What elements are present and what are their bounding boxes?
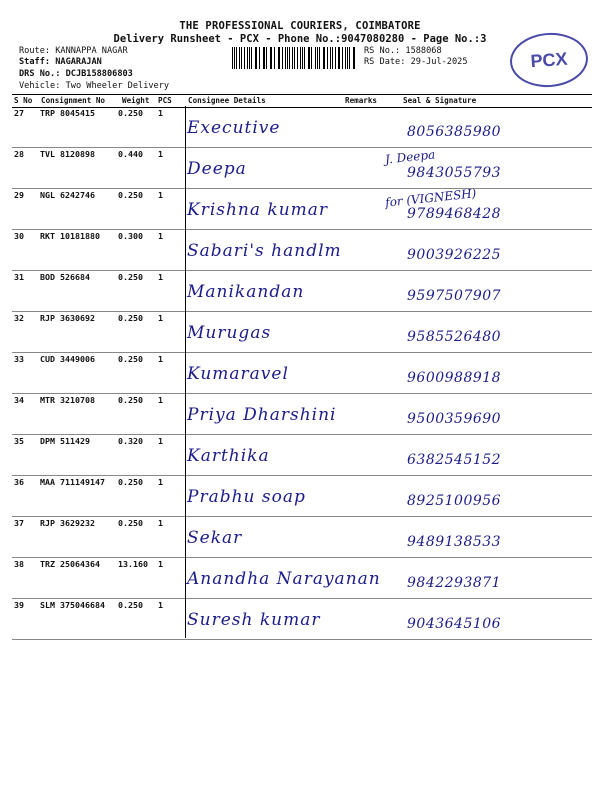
barcode-bar — [323, 47, 324, 69]
row-weight: 0.320 — [118, 436, 143, 446]
barcode-bar — [251, 47, 252, 69]
row-pcs: 1 — [158, 354, 163, 364]
barcode-bar — [241, 47, 242, 69]
table-row — [12, 147, 592, 189]
rs-date-value: 29-Jul-2025 — [410, 57, 468, 67]
row-consignment: RKT 10181880 — [40, 231, 100, 241]
handwritten-consignee: Sekar — [187, 528, 243, 548]
barcode-bar — [311, 47, 312, 69]
rs-no-value: 1588068 — [405, 46, 442, 56]
handwritten-consignee: Anandha Narayanan — [187, 569, 381, 589]
row-pcs: 1 — [158, 477, 163, 487]
handwritten-phone: 9489138533 — [407, 534, 502, 550]
column-divider — [185, 106, 186, 638]
rs-no-label: RS No.: — [364, 46, 401, 56]
rs-date-line — [364, 57, 468, 67]
table-row — [12, 352, 592, 394]
row-sno: 28 — [14, 149, 24, 159]
row-consignment: MAA 711149147 — [40, 477, 105, 487]
col-consignment: Consignment No — [41, 96, 106, 105]
barcode-bar — [274, 47, 275, 69]
row-pcs: 1 — [158, 272, 163, 282]
row-consignment: MTR 3210708 — [40, 395, 95, 405]
barcode-bar — [279, 47, 280, 69]
barcode-bar — [304, 47, 305, 69]
row-pcs: 1 — [158, 518, 163, 528]
row-sno: 32 — [14, 313, 24, 323]
barcode-bar — [256, 47, 257, 69]
row-weight: 0.300 — [118, 231, 143, 241]
handwritten-phone: 8056385980 — [407, 124, 502, 140]
row-consignment: RJP 3630692 — [40, 313, 95, 323]
row-consignment: BOD 526684 — [40, 272, 90, 282]
barcode-bar — [297, 47, 298, 69]
barcode-bar — [259, 47, 260, 69]
table-row — [12, 270, 592, 312]
vehicle-value: Two Wheeler Delivery — [65, 81, 170, 91]
row-weight: 0.250 — [118, 313, 143, 323]
handwritten-signature: J. Deepa — [384, 147, 436, 167]
row-weight: 0.250 — [118, 354, 143, 364]
col-pcs: PCS — [158, 96, 172, 105]
handwritten-phone: 9842293871 — [407, 575, 502, 591]
handwritten-consignee: Krishna kumar — [187, 200, 329, 220]
pcx-stamp: PCX — [508, 30, 590, 89]
row-consignment: CUD 3449006 — [40, 354, 95, 364]
table-row — [12, 475, 592, 517]
row-sno: 37 — [14, 518, 24, 528]
handwritten-consignee: Karthika — [187, 446, 270, 466]
page-title: THE PROFESSIONAL COURIERS, COIMBATORE — [179, 20, 421, 32]
handwritten-phone: 6382545152 — [407, 452, 502, 468]
barcode-bar — [332, 47, 333, 69]
row-weight: 0.250 — [118, 600, 143, 610]
handwritten-consignee: Prabhu soap — [187, 487, 306, 507]
row-consignment: TRP 8045415 — [40, 108, 95, 118]
row-pcs: 1 — [158, 149, 163, 159]
handwritten-consignee: Priya Dharshini — [187, 405, 337, 425]
barcode-bar — [354, 47, 355, 69]
table-row — [12, 106, 592, 148]
page-subtitle: Delivery Runsheet - PCX - Phone No.:9047080280 - Page No.:3 — [113, 33, 487, 45]
row-sno: 30 — [14, 231, 24, 241]
col-remarks: Remarks — [345, 96, 378, 105]
route-value: KANNAPPA NAGAR — [55, 46, 128, 56]
row-consignment: NGL 6242746 — [40, 190, 95, 200]
barcode-bar — [232, 47, 233, 69]
route-label: Route: — [19, 46, 51, 56]
row-consignment: DPM 511429 — [40, 436, 90, 446]
handwritten-consignee: Manikandan — [187, 282, 305, 302]
row-weight: 0.440 — [118, 149, 143, 159]
row-pcs: 1 — [158, 559, 163, 569]
row-sno: 33 — [14, 354, 24, 364]
handwritten-phone: 9585526480 — [407, 329, 502, 345]
table-row — [12, 557, 592, 599]
row-pcs: 1 — [158, 395, 163, 405]
barcode-bar — [315, 47, 316, 69]
handwritten-phone: 9789468428 — [407, 206, 502, 222]
row-pcs: 1 — [158, 313, 163, 323]
row-consignment: SLM 375046684 — [40, 600, 105, 610]
handwritten-phone: 9500359690 — [407, 411, 502, 427]
handwritten-phone: 9003926225 — [407, 247, 502, 263]
row-sno: 31 — [14, 272, 24, 282]
handwritten-consignee: Kumaravel — [187, 364, 289, 384]
handwritten-consignee: Sabari's handlm — [187, 241, 342, 261]
table-row — [12, 393, 592, 435]
row-weight: 0.250 — [118, 272, 143, 282]
barcode — [232, 47, 357, 69]
handwritten-consignee: Murugas — [187, 323, 272, 343]
row-weight: 0.250 — [118, 518, 143, 528]
row-pcs: 1 — [158, 600, 163, 610]
handwritten-signature: for (VIGNESH) — [384, 186, 478, 210]
handwritten-phone: 9843055793 — [407, 165, 502, 181]
barcode-bar — [239, 47, 240, 69]
row-pcs: 1 — [158, 231, 163, 241]
handwritten-consignee: Deepa — [187, 159, 247, 179]
row-consignment: RJP 3629232 — [40, 518, 95, 528]
table-row — [12, 434, 592, 476]
barcode-bar — [342, 47, 343, 69]
row-sno: 27 — [14, 108, 24, 118]
col-sno: S No — [14, 96, 33, 105]
table-row — [12, 311, 592, 353]
row-sno: 35 — [14, 436, 24, 446]
barcode-bar — [282, 47, 283, 69]
staff-label: Staff: — [19, 57, 51, 67]
row-weight: 0.250 — [118, 190, 143, 200]
col-weight: Weight — [122, 96, 150, 105]
row-sno: 36 — [14, 477, 24, 487]
staff-value: NAGARAJAN — [55, 57, 102, 67]
col-consignee: Consignee Details — [188, 96, 266, 105]
barcode-bar — [292, 47, 293, 69]
row-sno: 29 — [14, 190, 24, 200]
row-pcs: 1 — [158, 190, 163, 200]
barcode-bar — [266, 47, 267, 69]
row-pcs: 1 — [158, 436, 163, 446]
drs-line — [19, 69, 133, 79]
barcode-bar — [330, 47, 331, 69]
row-weight: 0.250 — [118, 477, 143, 487]
handwritten-consignee: Executive — [187, 118, 281, 138]
row-weight: 0.250 — [118, 395, 143, 405]
handwritten-consignee: Suresh kumar — [187, 610, 321, 630]
rs-no-line — [364, 46, 442, 56]
row-consignment: TRZ 25064364 — [40, 559, 100, 569]
row-consignment: TVL 8120898 — [40, 149, 95, 159]
table-row — [12, 229, 592, 271]
drs-label: DRS No.: — [19, 69, 61, 79]
table-row — [12, 188, 592, 230]
route-line — [19, 46, 128, 56]
handwritten-phone: 8925100956 — [407, 493, 502, 509]
handwritten-phone: 9597507907 — [407, 288, 502, 304]
table-row — [12, 598, 592, 640]
rs-date-label: RS Date: — [364, 57, 406, 67]
barcode-bar — [347, 47, 348, 69]
row-weight: 0.250 — [118, 108, 143, 118]
vehicle-line — [19, 81, 169, 91]
handwritten-phone: 9600988918 — [407, 370, 502, 386]
col-seal: Seal & Signature — [403, 96, 477, 105]
row-sno: 39 — [14, 600, 24, 610]
row-weight: 13.160 — [118, 559, 148, 569]
staff-line — [19, 57, 102, 67]
row-sno: 38 — [14, 559, 24, 569]
handwritten-phone: 9043645106 — [407, 616, 502, 632]
row-pcs: 1 — [158, 108, 163, 118]
table-row — [12, 516, 592, 558]
row-sno: 34 — [14, 395, 24, 405]
vehicle-label: Vehicle: — [19, 81, 61, 91]
drs-value: DCJB158806803 — [65, 69, 133, 79]
